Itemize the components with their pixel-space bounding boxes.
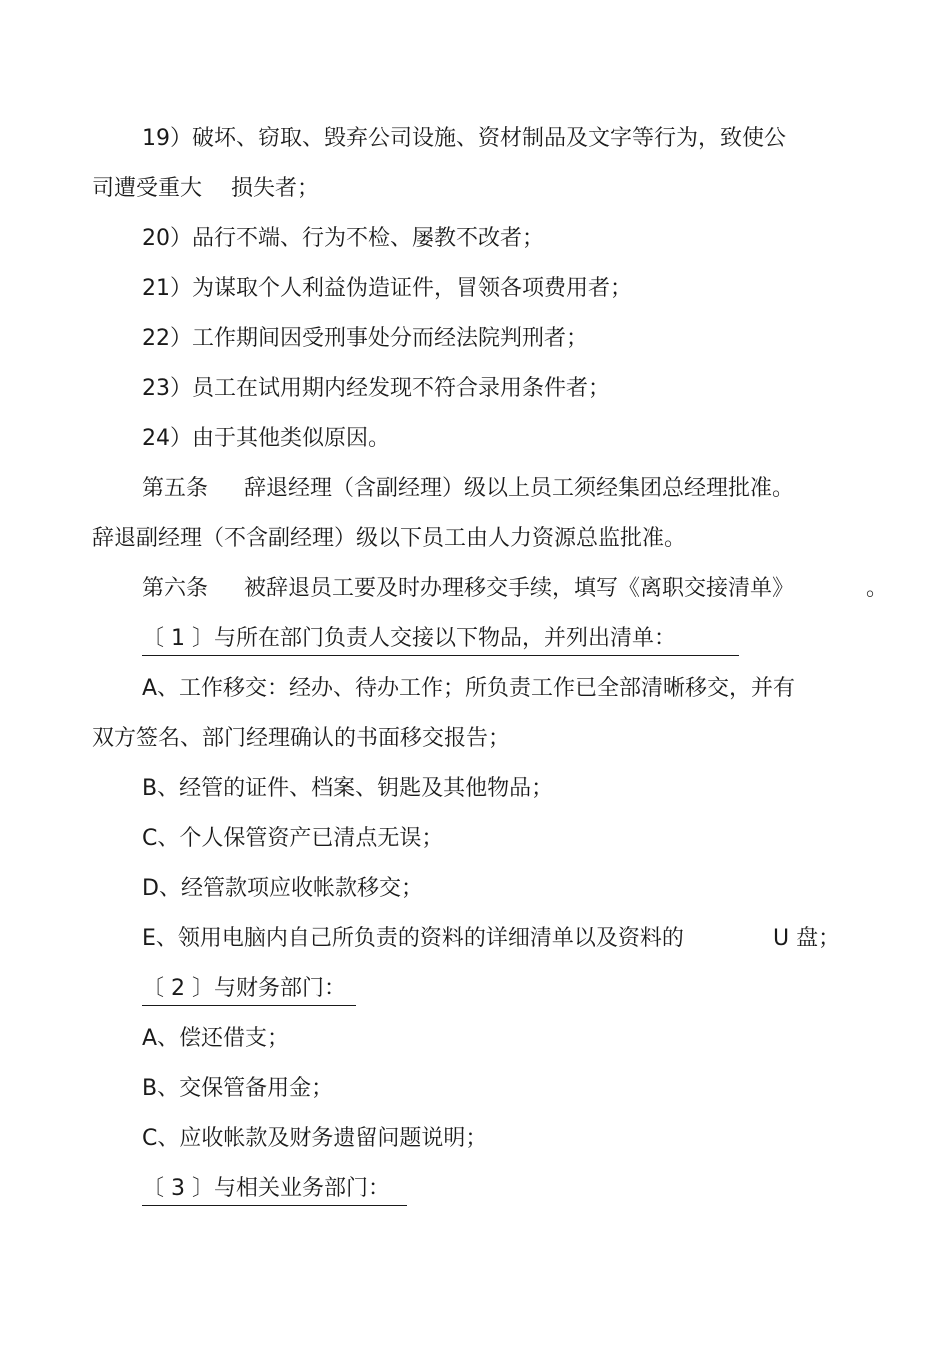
text-line: 辞退经理（含副经理）级以上员工须经集团总经理批准。	[244, 476, 795, 501]
text-line: E、领用电脑内自己所负责的资料的详细清单以及资料的	[142, 926, 684, 951]
article-label: 第五条	[142, 476, 209, 501]
text-line: D、经管款项应收帐款移交；	[142, 876, 423, 901]
text-line: B、交保管备用金；	[142, 1076, 334, 1101]
text-line: 19）破坏、窃取、毁弃公司设施、资材制品及文字等行为，致使公	[142, 126, 786, 151]
text-line: 被辞退员工要及时办理移交手续，填写《离职交接清单》	[244, 576, 795, 601]
text-line: B、经管的证件、档案、钥匙及其他物品；	[142, 776, 554, 801]
section-heading: 〔 1 〕与所在部门负责人交接以下物品，并列出清单：	[142, 624, 739, 656]
text-line: 司遭受重大	[92, 176, 203, 201]
text-line: 23）员工在试用期内经发现不符合录用条件者；	[142, 376, 610, 401]
text-line: A、偿还借支；	[142, 1026, 290, 1051]
text-line: 损失者；	[231, 176, 320, 201]
text-line: 24）由于其他类似原因。	[142, 426, 390, 451]
text-line: C、应收帐款及财务遗留问题说明；	[142, 1126, 488, 1151]
text-line: 20）品行不端、行为不检、屡教不改者；	[142, 226, 544, 251]
text-line: 21）为谋取个人利益伪造证件，冒领各项费用者；	[142, 276, 632, 301]
text-line: 辞退副经理（不含副经理）级以下员工由人力资源总监批准。	[92, 526, 687, 551]
article-label: 第六条	[142, 576, 209, 601]
section-heading: 〔 3 〕与相关业务部门：	[142, 1174, 407, 1206]
text-line: 22）工作期间因受刑事处分而经法院判刑者；	[142, 326, 588, 351]
text-line: C、个人保管资产已清点无误；	[142, 826, 444, 851]
text-line: U 盘；	[773, 926, 841, 951]
text-line: 双方签名、部门经理确认的书面移交报告；	[92, 726, 511, 751]
section-heading: 〔 2 〕与财务部门：	[142, 974, 356, 1006]
text-line: A、工作移交：经办、待办工作；所负责工作已全部清晰移交，并有	[142, 676, 796, 701]
text-line: 。	[866, 576, 889, 601]
